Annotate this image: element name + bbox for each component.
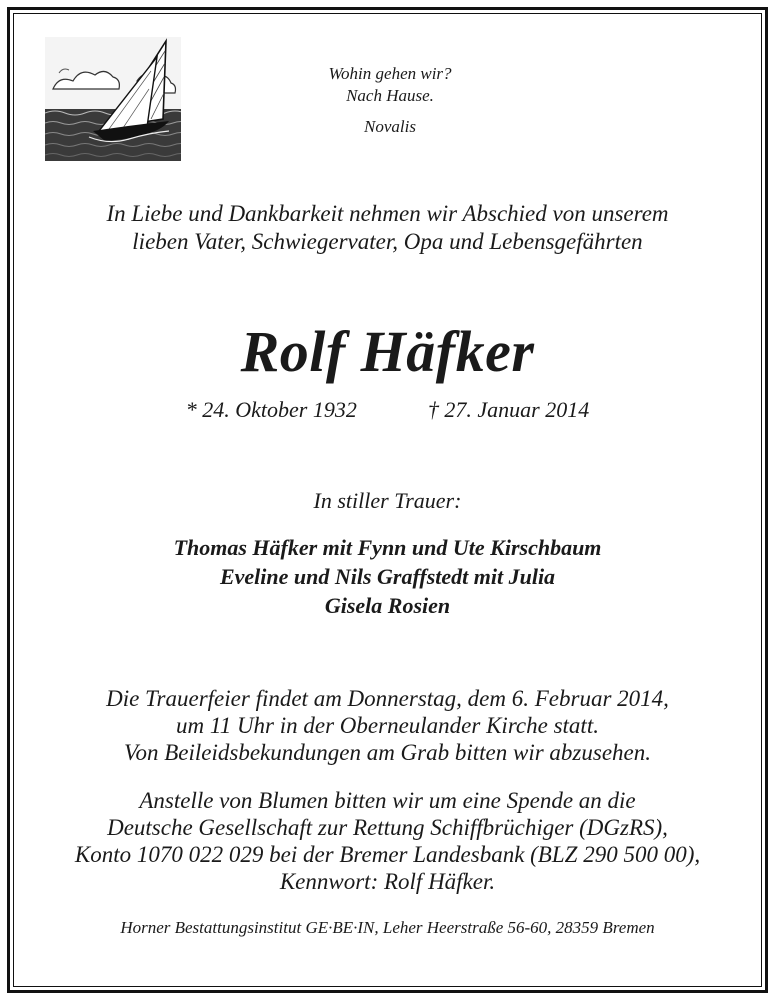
quote-line-1: Wohin gehen wir? xyxy=(328,64,452,83)
death-date: † 27. Januar 2014 xyxy=(427,397,590,422)
quote-line-2: Nach Hause. xyxy=(346,86,434,105)
birth-date: * 24. Oktober 1932 xyxy=(185,397,357,422)
quote-author: Novalis xyxy=(364,117,416,136)
mourning-label: In stiller Trauer: xyxy=(313,488,462,513)
ceremony-line-2: um 11 Uhr in der Oberneulander Kirche statt. xyxy=(176,713,599,738)
donation-line-3: Konto 1070 022 029 bei der Bremer Landesbank (BLZ 290 500 00), xyxy=(74,842,701,867)
ceremony-line-3: Von Beileidsbekundungen am Grab bitten wir abzusehen. xyxy=(123,740,651,765)
life-dates xyxy=(0,397,775,423)
mourner-1: Thomas Häfker mit Fynn und Ute Kirschbaum xyxy=(173,535,602,560)
intro-line-1: In Liebe und Dankbarkeit nehmen wir Abschied von unserem xyxy=(106,201,669,226)
donation-line-2: Deutsche Gesellschaft zur Rettung Schiffbrüchiger (DGzRS), xyxy=(107,815,668,840)
mourner-3: Gisela Rosien xyxy=(324,593,451,618)
deceased-name: Rolf Häfker xyxy=(240,319,535,384)
funeral-home-footer: Horner Bestattungsinstitut GE·BE·IN, Leher Heerstraße 56-60, 28359 Bremen xyxy=(120,918,655,937)
intro-line-2: lieben Vater, Schwiegervater, Opa und Lebensgefährten xyxy=(132,229,643,254)
sailboat-illustration xyxy=(45,37,181,161)
donation-line-1: Anstelle von Blumen bitten wir um eine Spende an die xyxy=(139,788,636,813)
ceremony-line-1: Die Trauerfeier findet am Donnerstag, dem 6. Februar 2014, xyxy=(106,686,669,711)
donation-line-4: Kennwort: Rolf Häfker. xyxy=(279,869,496,894)
mourner-2: Eveline und Nils Graffstedt mit Julia xyxy=(219,564,556,589)
